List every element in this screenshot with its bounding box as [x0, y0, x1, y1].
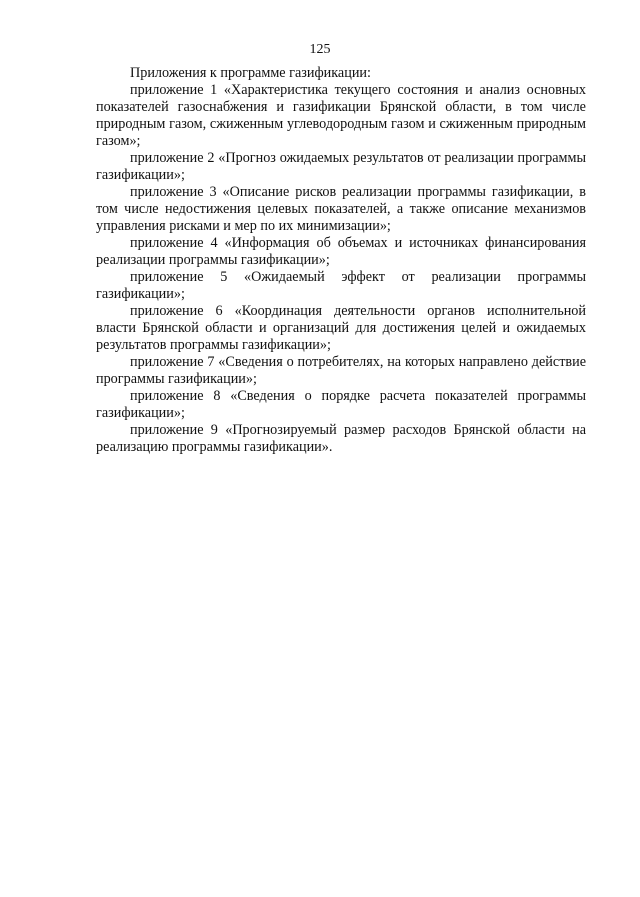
appendix-item-9: приложение 9 «Прогнозируемый размер расходов Брянской области на реализацию программы газификации».	[96, 422, 586, 455]
appendix-item-1: приложение 1 «Характеристика текущего состояния и анализ основных показателей газоснабжения и газификации Брянской области, в том числе природным газом, сжиженным углеводородным газом и сжиженным природным газом»;	[96, 82, 586, 149]
appendix-item-4: приложение 4 «Информация об объемах и источниках финансирования реализации программы газификации»;	[96, 235, 586, 268]
appendix-item-3: приложение 3 «Описание рисков реализации программы газификации, в том числе недостижения целевых показателей, а также описание механизмов управления рисками и мер по их минимизации»;	[96, 184, 586, 234]
document-body	[96, 65, 586, 456]
appendices-heading: Приложения к программе газификации:	[130, 65, 371, 81]
appendix-item-2: приложение 2 «Прогноз ожидаемых результатов от реализации программы газификации»;	[96, 150, 586, 183]
appendix-item-7: приложение 7 «Сведения о потребителях, на которых направлено действие программы газификации»;	[96, 354, 586, 387]
appendix-item-6: приложение 6 «Координация деятельности органов исполнительной власти Брянской области и организаций для достижения целей и ожидаемых результатов программы газификации»;	[96, 303, 586, 353]
appendix-item-5: приложение 5 «Ожидаемый эффект от реализации программы газификации»;	[96, 269, 586, 302]
page-number: 125	[309, 42, 331, 57]
appendix-item-8: приложение 8 «Сведения о порядке расчета показателей программы газификации»;	[96, 388, 586, 421]
